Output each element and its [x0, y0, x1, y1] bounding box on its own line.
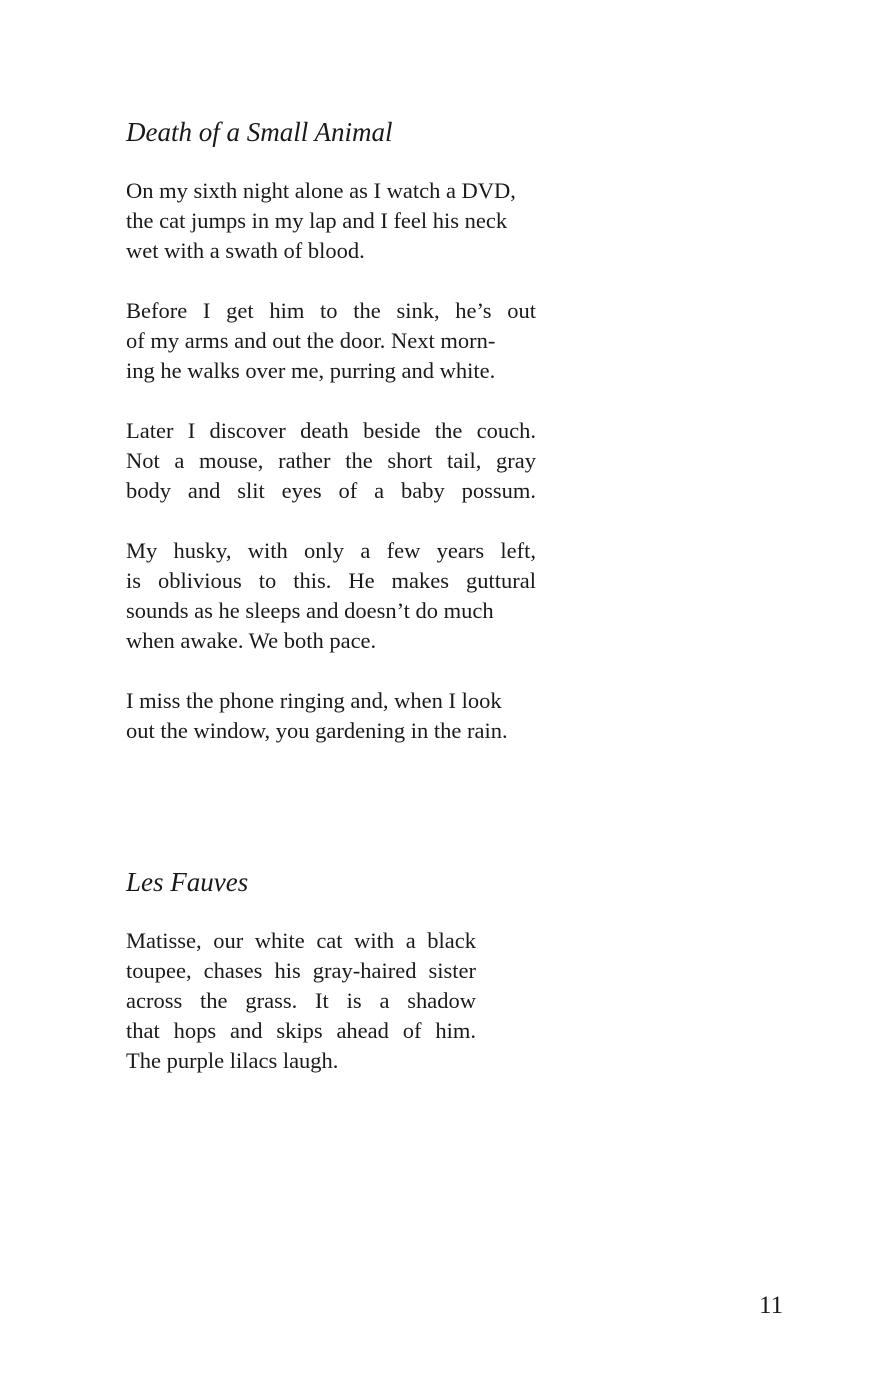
poem-line: body and slit eyes of a baby possum. [126, 478, 536, 503]
poem-line: Before I get him to the sink, he’s out [126, 298, 536, 323]
poem-title: Death of a Small Animal [126, 117, 393, 147]
poem-line: Matisse, our white cat with a black [126, 928, 476, 953]
poem-line: On my sixth night alone as I watch a DVD, [126, 178, 516, 203]
poem-line: Later I discover death beside the couch. [126, 418, 536, 443]
poem-line: of my arms and out the door. Next morn- [126, 328, 496, 353]
poem-line: when awake. We both pace. [126, 628, 377, 653]
poem-line: sounds as he sleeps and doesn’t do much [126, 598, 494, 623]
poem-line: My husky, with only a few years left, [126, 538, 536, 563]
poem-line: Not a mouse, rather the short tail, gray [126, 448, 536, 473]
poem-line: toupee, chases his gray-haired sister [126, 958, 476, 983]
stanza [126, 536, 536, 656]
stanza [126, 416, 536, 506]
page-number: 11 [759, 1292, 784, 1319]
poem-death-of-a-small-animal [126, 114, 536, 776]
poem-line: wet with a swath of blood. [126, 238, 365, 263]
poem-title: Les Fauves [126, 867, 249, 897]
poem-line: across the grass. It is a shadow [126, 988, 476, 1013]
stanza [126, 686, 536, 746]
poem-line: that hops and skips ahead of him. [126, 1018, 476, 1043]
poem-line: out the window, you gardening in the rain. [126, 718, 508, 743]
poem-line: The purple lilacs laugh. [126, 1048, 339, 1073]
poem-les-fauves [126, 864, 476, 1106]
poem-line: ing he walks over me, purring and white. [126, 358, 496, 383]
poem-line: the cat jumps in my lap and I feel his neck [126, 208, 508, 233]
poem-line: I miss the phone ringing and, when I look [126, 688, 502, 713]
stanza [126, 176, 536, 266]
stanza [126, 926, 476, 1076]
poem-line: is oblivious to this. He makes guttural [126, 568, 536, 593]
stanza [126, 296, 536, 386]
